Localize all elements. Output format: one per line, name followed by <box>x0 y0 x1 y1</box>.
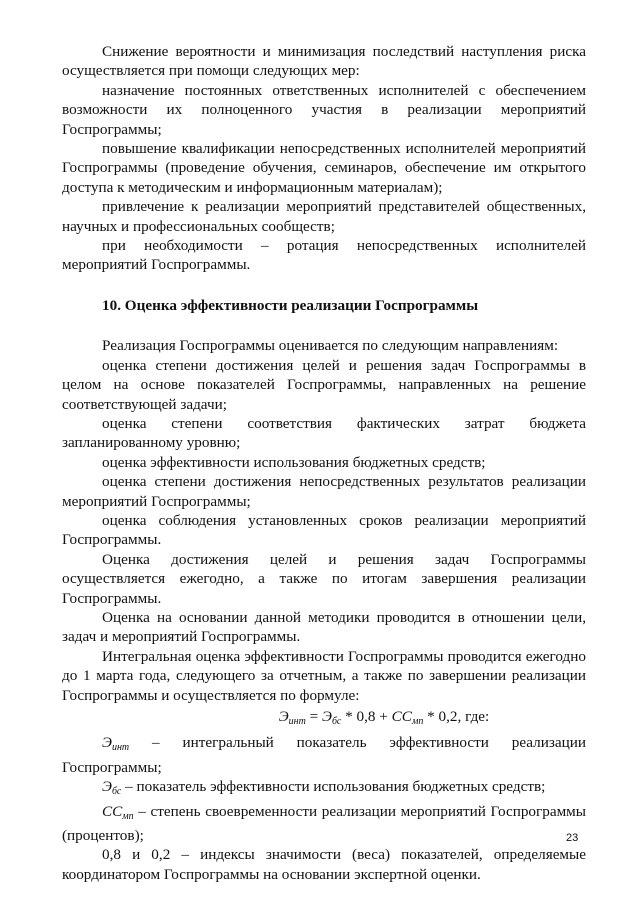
definition-budget: $Э_{бс}$ – показатель эффективности использования бюджетных средств; <box>102 778 546 798</box>
risk-measure-3: привлечение к реализации мероприятий представителей общественных, научных и профессиональных сообществ; <box>62 198 586 235</box>
evaluation-direction-1: оценка степени достижения целей и решения задач Госпрограммы в целом на основе показателей Госпрограммы, направленных на решение соответствующей задачи; <box>62 356 586 413</box>
document-page <box>62 42 586 884</box>
formula-lhs: $Э_{инт}$ <box>278 708 306 727</box>
definition-timeliness: $СС_{мп}$ – степень своевременности реализации мероприятий Госпрограммы (процентов); <box>62 802 586 845</box>
risk-measure-2: повышение квалификации непосредственных исполнителей мероприятий Госпрограммы (проведение обучения, семинаров, обеспечение им открытого доступа к методическим и информационным материалам); <box>62 140 586 196</box>
section-heading: 10. Оценка эффективности реализации Госпрограммы <box>102 296 479 314</box>
risk-intro-paragraph: Снижение вероятности и минимизация последствий наступления риска осуществляется при помощи следующих мер: <box>62 43 586 80</box>
evaluation-frequency: Оценка достижения целей и решения задач Госпрограммы осуществляется ежегодно, а также по итогам завершения реализации Госпрограммы. <box>62 550 586 607</box>
evaluation-direction-4: оценка степени достижения непосредственных результатов реализации мероприятий Госпрограммы; <box>62 473 586 510</box>
formula-suffix: где: <box>461 708 490 725</box>
page-number: 23 <box>566 832 579 844</box>
formula-term-timeliness: $СС_{мп}$ <box>391 708 424 727</box>
evaluation-scope: Оценка на основании данной методики проводится в отношении цели, задач и мероприятий Госпрограммы. <box>62 608 586 646</box>
weights-paragraph: 0,8 и 0,2 – индексы значимости (веса) показателей, определяемые координатором Госпрограммы на основании экспертной оценки. <box>62 846 586 883</box>
integral-formula: $Э_{инт} = Э_{бс} * 0,8 + СС_{мп} * 0,2$, где: <box>278 708 490 727</box>
risk-measure-4: при необходимости – ротация непосредственных исполнителей мероприятий Госпрограммы. <box>62 237 586 274</box>
risk-measure-1: назначение постоянных ответственных исполнителей с обеспечением возможности их полноценного участия в реализации мероприятий Госпрограммы; <box>62 81 586 138</box>
evaluation-direction-2: оценка степени соответствия фактических затрат бюджета запланированному уровню; <box>62 414 586 452</box>
evaluation-intro: Реализация Госпрограммы оценивается по следующим направлениям: <box>102 337 559 355</box>
integral-evaluation: Интегральная оценка эффективности Госпрограммы проводится ежегодно до 1 марта года, следующего за отчетным, а также по завершении реализации Госпрограммы и осуществляется по формуле: <box>62 647 586 704</box>
evaluation-direction-3: оценка эффективности использования бюджетных средств; <box>102 453 486 471</box>
definition-integral: $Э_{инт}$ – интегральный показатель эффективности реализации Госпрограммы; <box>62 734 586 776</box>
evaluation-direction-5: оценка соблюдения установленных сроков реализации мероприятий Госпрограммы. <box>62 511 586 549</box>
formula-term-budget: $Э_{бс}$ <box>322 708 342 727</box>
